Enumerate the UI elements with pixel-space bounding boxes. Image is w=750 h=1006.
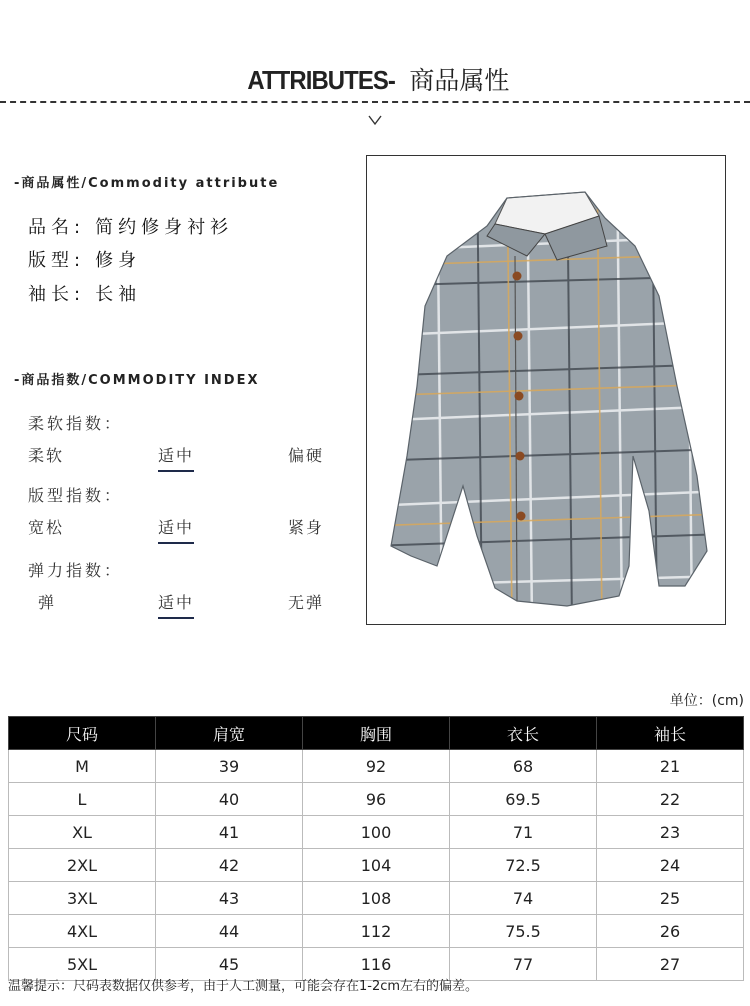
size-chart-table: [8, 716, 744, 981]
header-size: 尺码: [9, 717, 156, 750]
attr-value: 长袖: [95, 284, 142, 305]
fit-option-loose: 宽松: [28, 518, 65, 537]
cell-length: 69.5: [450, 783, 597, 816]
cell-length: 77: [450, 948, 597, 981]
table-row: [9, 849, 744, 882]
shirt-illustration: [367, 156, 725, 624]
cell-size: M: [9, 750, 156, 783]
cell-sleeve: 25: [597, 882, 744, 915]
stretch-option-medium-selected: 适中: [158, 590, 194, 619]
index-section-title: -商品指数/COMMODITY INDEX: [14, 373, 260, 388]
cell-length: 71: [450, 816, 597, 849]
header-sleeve: 袖长: [597, 717, 744, 750]
chevron-down-icon: [366, 112, 384, 128]
cell-length: 68: [450, 750, 597, 783]
attr-value: 修身: [95, 250, 142, 271]
cell-size: 2XL: [9, 849, 156, 882]
cell-size: 5XL: [9, 948, 156, 981]
attr-label: 版型: [28, 250, 74, 271]
product-photo: [366, 155, 726, 625]
cell-size: 4XL: [9, 915, 156, 948]
table-row: [9, 882, 744, 915]
attribute-section-title: -商品属性/Commodity attribute: [14, 176, 280, 191]
fit-index-title: 版型指数：: [28, 486, 124, 505]
cell-length: 74: [450, 882, 597, 915]
attr-row-sleeve: 袖长: 长袖: [28, 284, 142, 305]
title-english: ATTRIBUTES-: [247, 65, 395, 95]
cell-shoulder: 43: [156, 882, 303, 915]
header-length: 衣长: [450, 717, 597, 750]
cell-sleeve: 26: [597, 915, 744, 948]
table-header-row: [9, 717, 744, 750]
softness-option-medium-selected: 适中: [158, 443, 194, 472]
cell-sleeve: 27: [597, 948, 744, 981]
header-chest: 胸围: [303, 717, 450, 750]
title-chinese: 商品属性: [409, 66, 510, 95]
cell-length: 75.5: [450, 915, 597, 948]
cell-shoulder: 41: [156, 816, 303, 849]
fit-option-tight: 紧身: [288, 518, 325, 537]
softness-option-hard: 偏硬: [288, 446, 325, 465]
attr-label: 袖长: [28, 284, 74, 305]
cell-shoulder: 40: [156, 783, 303, 816]
cell-size: L: [9, 783, 156, 816]
stretch-option-stretchy: 弹: [38, 593, 57, 612]
table-row: [9, 816, 744, 849]
softness-option-soft: 柔软: [28, 446, 65, 465]
page-title: [0, 62, 750, 99]
cell-chest: 112: [303, 915, 450, 948]
cell-chest: 96: [303, 783, 450, 816]
cell-chest: 100: [303, 816, 450, 849]
cell-length: 72.5: [450, 849, 597, 882]
stretch-index-title: 弹力指数：: [28, 561, 124, 580]
table-row: [9, 750, 744, 783]
cell-shoulder: 42: [156, 849, 303, 882]
cell-size: 3XL: [9, 882, 156, 915]
header-shoulder: 肩宽: [156, 717, 303, 750]
cell-shoulder: 44: [156, 915, 303, 948]
cell-shoulder: 39: [156, 750, 303, 783]
cell-chest: 92: [303, 750, 450, 783]
attr-label: 品名: [28, 217, 74, 238]
cell-chest: 116: [303, 948, 450, 981]
table-row: [9, 915, 744, 948]
stretch-option-none: 无弹: [288, 593, 325, 612]
cell-sleeve: 24: [597, 849, 744, 882]
measurement-note: 温馨提示：尺码表数据仅供参考，由于人工测量，可能会存在1-2cm左右的偏差。: [8, 979, 479, 994]
attr-row-fit: 版型: 修身: [28, 250, 142, 271]
softness-index-title: 柔软指数：: [28, 414, 124, 433]
cell-sleeve: 21: [597, 750, 744, 783]
fit-option-medium-selected: 适中: [158, 515, 194, 544]
table-row: [9, 783, 744, 816]
cell-sleeve: 22: [597, 783, 744, 816]
cell-chest: 108: [303, 882, 450, 915]
cell-size: XL: [9, 816, 156, 849]
cell-chest: 104: [303, 849, 450, 882]
attr-row-name: 品名: 简约修身衬衫: [28, 217, 234, 238]
unit-label: 单位：(cm): [669, 693, 744, 709]
cell-shoulder: 45: [156, 948, 303, 981]
dashed-divider: [0, 101, 750, 103]
attr-value: 简约修身衬衫: [95, 217, 234, 238]
cell-sleeve: 23: [597, 816, 744, 849]
